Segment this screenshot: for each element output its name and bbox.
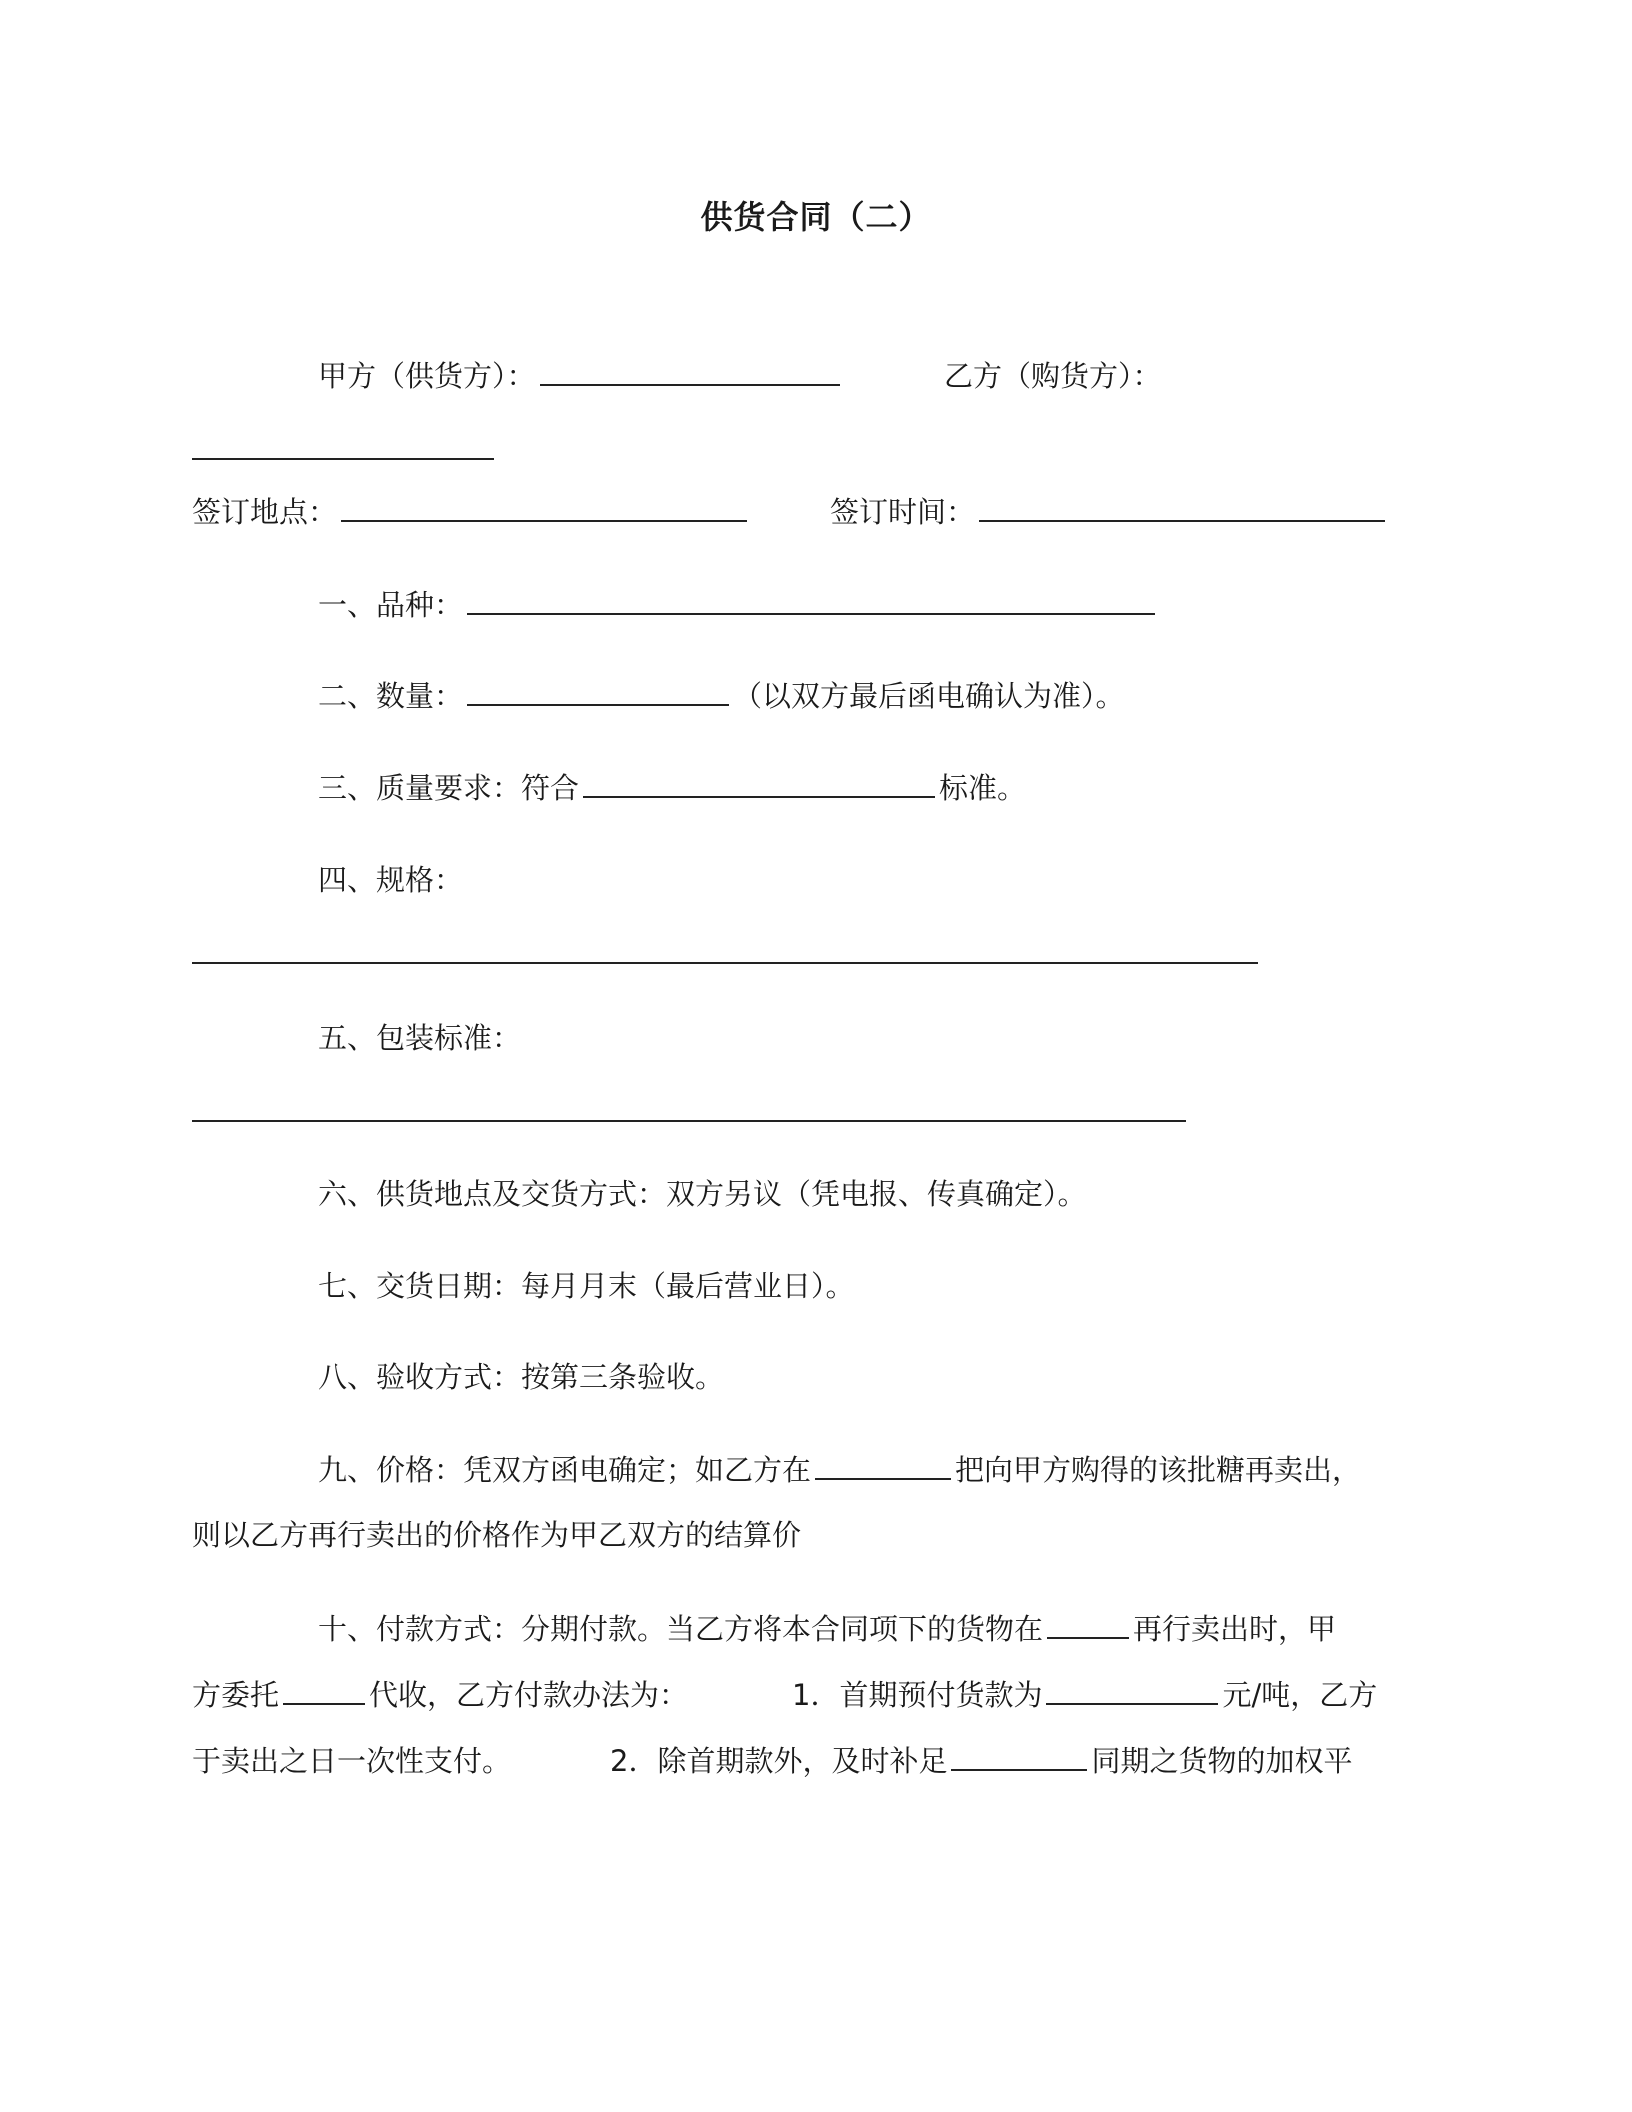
party-b-blank[interactable] bbox=[192, 458, 494, 460]
clause-10-line2-d: 元/吨，乙方 bbox=[1222, 1678, 1378, 1712]
clause-5 bbox=[318, 1018, 521, 1058]
sign-place-label: 签订地点： bbox=[192, 495, 338, 529]
clause-3-prefix: 三、质量要求：符合 bbox=[318, 771, 580, 805]
clause-4-blank[interactable] bbox=[192, 962, 1258, 964]
party-a-blank[interactable] bbox=[540, 358, 840, 386]
clause-2 bbox=[318, 676, 1125, 716]
clause-1-blank[interactable] bbox=[467, 587, 1155, 615]
clause-10-line-3 bbox=[192, 1741, 511, 1781]
clause-10-blank-2[interactable] bbox=[283, 1677, 365, 1705]
clause-10-line-2 bbox=[192, 1675, 688, 1715]
clause-9 bbox=[318, 1450, 1361, 1490]
clause-4-label: 四、规格： bbox=[318, 863, 464, 897]
clause-4 bbox=[318, 860, 463, 900]
clause-8: 八、验收方式：按第三条验收。 bbox=[318, 1360, 725, 1394]
clause-10-line2-a: 方委托 bbox=[192, 1678, 280, 1712]
clause-2-suffix: （以双方最后函电确认为准）。 bbox=[733, 679, 1125, 713]
party-a-label: 甲方（供货方）： bbox=[318, 359, 536, 393]
clause-9-blank[interactable] bbox=[815, 1452, 951, 1480]
clause-2-label: 二、数量： bbox=[318, 679, 464, 713]
clause-7: 七、交货日期：每月月末（最后营业日）。 bbox=[318, 1269, 855, 1303]
clause-1 bbox=[318, 585, 1159, 625]
clause-9-suffix: 把向甲方购得的该批糖再卖出， bbox=[955, 1453, 1362, 1487]
clause-10-line3-c: 同期之货物的加权平 bbox=[1091, 1744, 1353, 1778]
clause-10-line3-b: 2．除首期款外，及时补足 bbox=[610, 1744, 948, 1778]
sign-time-blank[interactable] bbox=[979, 494, 1385, 522]
party-b-line bbox=[944, 356, 1162, 396]
sign-time-line bbox=[830, 492, 1389, 532]
clause-6: 六、供货地点及交货方式：双方另议（凭电报、传真确定）。 bbox=[318, 1177, 1087, 1211]
clause-3-blank[interactable] bbox=[583, 770, 935, 798]
page-title: 供货合同（二） bbox=[700, 198, 932, 236]
clause-9-prefix: 九、价格：凭双方函电确定；如乙方在 bbox=[318, 1453, 812, 1487]
clause-10-blank-3[interactable] bbox=[1046, 1677, 1218, 1705]
clause-10-blank-1[interactable] bbox=[1047, 1611, 1129, 1639]
clause-3 bbox=[318, 768, 1026, 808]
clause-10-blank-4[interactable] bbox=[951, 1743, 1087, 1771]
clause-10-line2-b: 代收，乙方付款办法为： bbox=[369, 1678, 689, 1712]
clause-5-blank[interactable] bbox=[192, 1120, 1186, 1122]
party-b-label: 乙方（购货方）： bbox=[944, 359, 1162, 393]
sign-place-line bbox=[192, 492, 751, 532]
clause-10 bbox=[318, 1609, 1336, 1649]
clause-10-line2-c: 1．首期预付货款为 bbox=[792, 1678, 1043, 1712]
clause-10-line-3-right bbox=[610, 1741, 1352, 1781]
sign-place-blank[interactable] bbox=[341, 494, 747, 522]
party-a-line bbox=[318, 356, 844, 396]
clause-10-line3-a: 于卖出之日一次性支付。 bbox=[192, 1744, 512, 1778]
clause-1-label: 一、品种： bbox=[318, 588, 464, 622]
clause-10-prefix: 十、付款方式：分期付款。当乙方将本合同项下的货物在 bbox=[318, 1612, 1044, 1646]
clause-5-label: 五、包装标准： bbox=[318, 1021, 522, 1055]
clause-2-blank[interactable] bbox=[467, 678, 729, 706]
clause-10-line-2-right bbox=[792, 1675, 1377, 1715]
clause-3-suffix: 标准。 bbox=[939, 771, 1027, 805]
clause-10-suffix: 再行卖出时，甲 bbox=[1133, 1612, 1337, 1646]
clause-9-line-2: 则以乙方再行卖出的价格作为甲乙双方的结算价 bbox=[192, 1518, 802, 1552]
sign-time-label: 签订时间： bbox=[830, 495, 976, 529]
